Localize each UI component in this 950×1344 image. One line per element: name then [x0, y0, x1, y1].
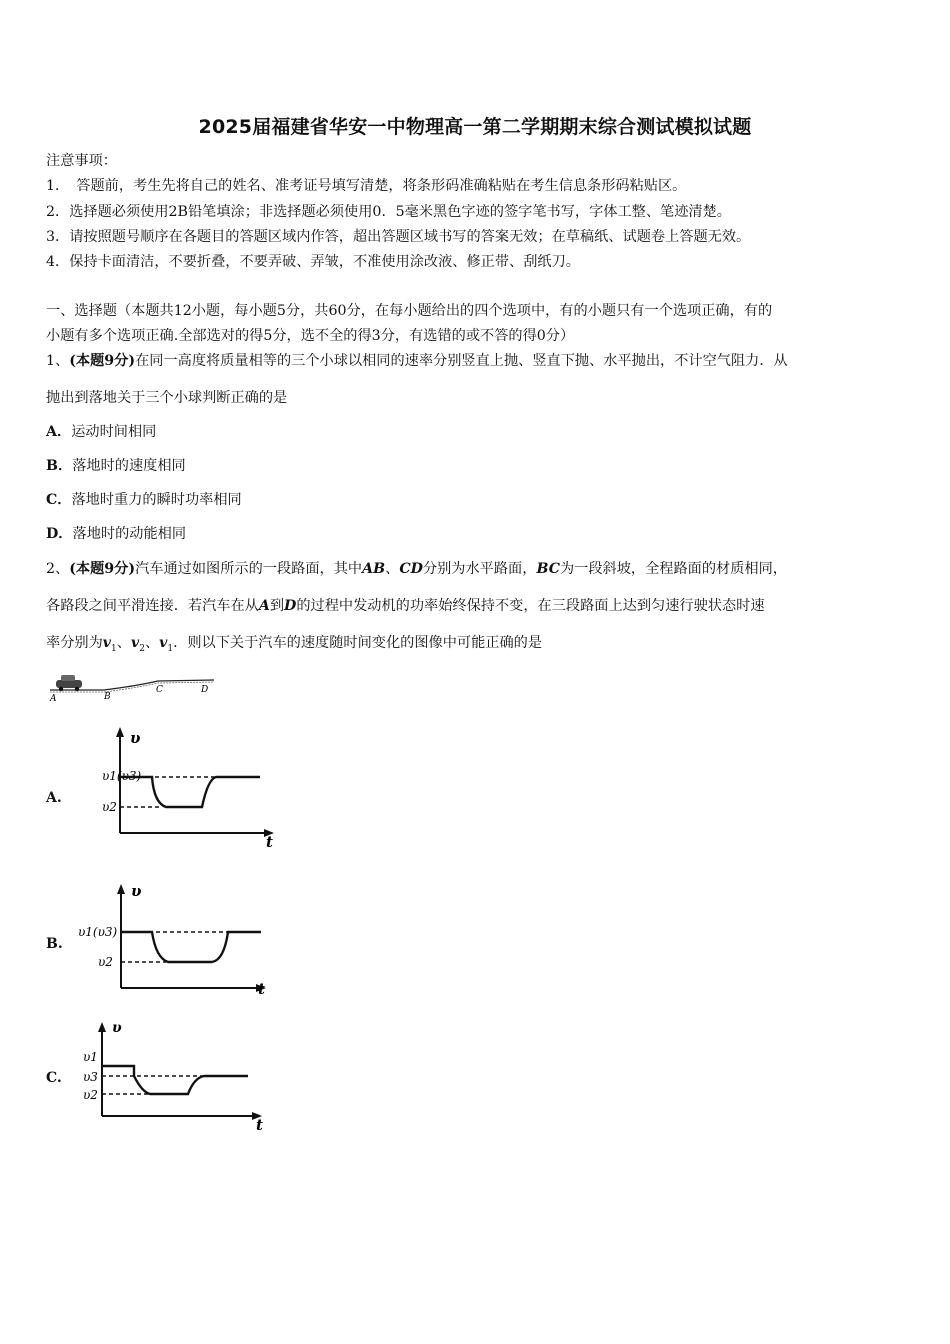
- speed-v1: v: [102, 635, 112, 651]
- question-2-line2: [46, 597, 916, 615]
- graph-option-b-label: B.: [46, 936, 63, 952]
- question-1-option-d: [46, 525, 186, 543]
- velocity-curve: [102, 1066, 248, 1094]
- axis-label-v: υ: [130, 729, 141, 747]
- road-label-a: A: [50, 694, 57, 704]
- subscript: 1: [167, 643, 174, 654]
- question-2-text: 到: [269, 598, 285, 614]
- question-1-line1: [46, 352, 916, 370]
- road-figure: [46, 668, 221, 704]
- car-icon: [56, 675, 82, 691]
- speed-v3: v: [159, 635, 168, 651]
- velocity-curve: [121, 932, 261, 962]
- question-2-text: 、: [116, 635, 131, 651]
- question-1-option-a: [46, 423, 156, 441]
- tick-label-v3: υ3: [83, 1070, 98, 1084]
- section-heading-line2: 小题有多个选项正确.全部选对的得5分，选不全的得3分，有选错的或不答的得0分）: [46, 328, 575, 344]
- option-letter: C．: [46, 492, 72, 508]
- tick-label-v2: υ2: [98, 955, 113, 969]
- question-1-tag: (本题9分): [69, 353, 136, 369]
- tick-label-v1-v3: υ1(υ3): [102, 769, 142, 783]
- road-label-d: D: [201, 685, 209, 695]
- question-2-text: 、: [385, 561, 400, 577]
- tick-label-v1: υ1: [83, 1050, 98, 1064]
- axis-label-v: υ: [131, 882, 142, 900]
- question-2-text: 、: [144, 635, 160, 651]
- axis-label-t: t: [258, 980, 265, 998]
- note-item-1: 1． 答题前，考生先将自己的姓名、准考证号填写清楚，将条形码准确粘贴在考生信息条形码粘贴区。: [46, 178, 687, 194]
- road-label-c: C: [156, 685, 163, 695]
- section-heading-line1: 一、选择题（本题共12小题，每小题5分，共60分，在每小题给出的四个选项中，有的小题只有一个选项正确，有的: [46, 303, 773, 319]
- graph-option-c-label: C.: [46, 1070, 62, 1086]
- option-text: 落地时的速度相同: [72, 458, 186, 474]
- road-label-b: B: [104, 692, 111, 702]
- graph-option-a-label: A.: [46, 790, 62, 806]
- graph-option-a: [100, 725, 285, 850]
- notes-heading: 注意事项：: [46, 153, 117, 169]
- axis-label-t: t: [256, 1116, 263, 1133]
- tick-label-v2: υ2: [83, 1088, 98, 1102]
- point-a: A: [258, 598, 270, 614]
- v-axis-arrow-icon: [98, 1022, 106, 1032]
- question-2-line1: [46, 560, 916, 578]
- question-2-text: 各路段之间平滑连接．若汽车在从: [46, 598, 259, 614]
- v-axis-arrow-icon: [117, 884, 125, 894]
- question-2-text: 率分别为: [46, 635, 103, 651]
- note-item-2: 2．选择题必须使用2B铅笔填涂；非选择题必须使用0．5毫米黑色字迹的签字笔书写，字体工整、笔迹清楚。: [46, 204, 731, 220]
- option-letter: B．: [46, 458, 73, 474]
- question-1-option-c: [46, 491, 242, 509]
- question-1-line2: 抛出到落地关于三个小球判断正确的是: [46, 390, 288, 406]
- v-axis-arrow-icon: [116, 727, 124, 737]
- option-letter: D．: [46, 526, 73, 542]
- question-1-stem-part1: 在同一高度将质量相等的三个小球以相同的速率分别竖直上抛、竖直下抛、水平抛出，不计空气阻力．从: [135, 353, 788, 369]
- axis-label-t: t: [266, 833, 273, 850]
- question-1-option-b: [46, 457, 186, 475]
- tick-label-v2: υ2: [102, 800, 117, 814]
- exam-title: 2025届福建省华安一中物理高一第二学期期末综合测试模拟试题: [198, 116, 752, 138]
- graph-option-c: [78, 1018, 273, 1133]
- question-2-text: ．则以下关于汽车的速度随时间变化的图像中可能正确的是: [173, 635, 543, 651]
- question-2-text: 为一段斜坡，全程路面的材质相同，: [559, 561, 787, 577]
- speed-v2: v: [130, 635, 140, 651]
- option-text: 运动时间相同: [71, 424, 157, 440]
- point-d: D: [284, 598, 297, 614]
- question-2-text: 汽车通过如图所示的一段路面，其中: [135, 561, 363, 577]
- segment-bc: BC: [536, 561, 560, 577]
- option-text: 落地时的动能相同: [72, 526, 187, 542]
- option-letter: A．: [46, 424, 72, 440]
- segment-cd: CD: [399, 561, 423, 577]
- segment-ab: AB: [362, 561, 386, 577]
- question-2-line3: [46, 634, 916, 658]
- subscript: 1: [111, 643, 117, 654]
- graph-option-b: [76, 880, 276, 1000]
- note-item-4: 4．保持卡面清洁，不要折叠，不要弄破、弄皱，不准使用涂改液、修正带、刮纸刀。: [46, 254, 580, 270]
- question-1-number: 1、: [46, 353, 70, 369]
- tick-label-v1-v3: υ1(υ3): [78, 925, 118, 939]
- question-2-text: 的过程中发动机的功率始终保持不变，在三段路面上达到匀速行驶状态时速: [296, 598, 765, 614]
- note-item-3: 3．请按照题号顺序在各题目的答题区域内作答，超出答题区域书写的答案无效；在草稿纸、试题卷上答题无效。: [46, 229, 751, 245]
- option-text: 落地时重力的瞬时功率相同: [71, 492, 242, 508]
- question-2-text: 分别为水平路面，: [422, 561, 537, 577]
- question-2-tag: (本题9分): [69, 561, 136, 577]
- subscript: 2: [139, 643, 145, 654]
- axis-label-v: υ: [112, 1020, 122, 1036]
- question-2-number: 2、: [46, 561, 70, 577]
